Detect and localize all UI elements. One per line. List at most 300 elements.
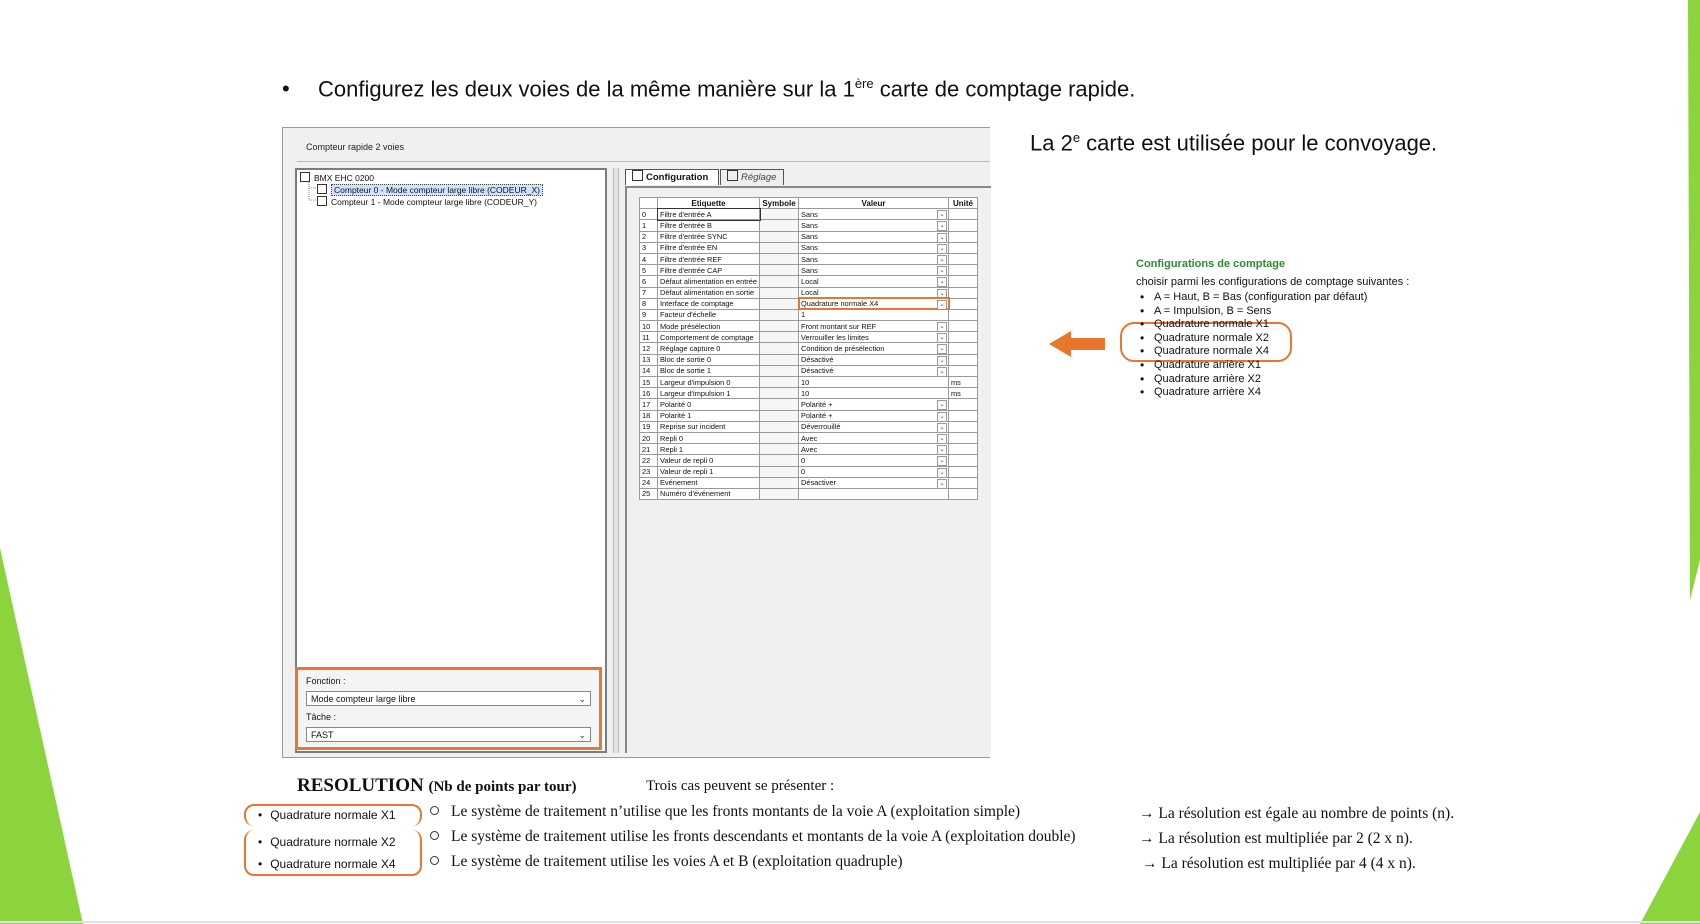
row-index [640, 432, 658, 443]
row-label-text: Polarité 0 [660, 399, 692, 409]
row-unit [949, 343, 978, 354]
row-value[interactable] [799, 242, 949, 253]
headline-sup: ère [854, 76, 874, 91]
row-label [658, 209, 760, 220]
chevron-down-icon[interactable]: ⌄ [937, 445, 947, 455]
list-item: • A = Impulsion, B = Sens [1136, 305, 1409, 319]
row-unit [949, 477, 978, 488]
list-item: • Quadrature arrière X2 [1136, 373, 1409, 387]
table-row[interactable] [640, 421, 978, 432]
row-unit [949, 231, 978, 242]
list-item: • Quadrature normale X1 [1136, 318, 1409, 332]
table-row[interactable] [640, 354, 978, 365]
task-value: FAST [311, 730, 334, 740]
chevron-down-icon[interactable]: ⌄ [937, 412, 947, 422]
table-row[interactable] [640, 231, 978, 242]
configurations-title: Configurations de comptage [1136, 258, 1286, 270]
row-value-text: Sans [801, 265, 818, 275]
function-task-panel [295, 667, 602, 750]
row-index-text: 15 [642, 377, 651, 387]
row-unit [949, 388, 978, 399]
case-text: Le système de traitement n’utilise que les fronts montants de la voie A (exploitation simple) [451, 803, 1021, 820]
row-index-text: 7 [642, 288, 647, 298]
chevron-down-icon[interactable]: ⌄ [937, 400, 947, 410]
row-index [640, 321, 658, 332]
row-value-text: 10 [801, 377, 810, 387]
row-value-text: Front montant sur REF [801, 321, 877, 331]
row-unit [949, 220, 978, 231]
row-value-text: Polarité + [801, 399, 833, 409]
row-index-text: 13 [642, 355, 651, 365]
table-row[interactable] [640, 276, 978, 287]
row-unit [949, 354, 978, 365]
row-symbol[interactable] [760, 365, 799, 376]
row-label [658, 332, 760, 343]
row-value[interactable] [799, 466, 949, 477]
row-label-text: Valeur de repli 0 [660, 455, 714, 465]
row-label [658, 377, 760, 388]
case-text: Le système de traitement utilise les fronts descendants et montants de la voie A (exploitation double) [451, 828, 1076, 845]
row-symbol[interactable] [760, 421, 799, 432]
row-label [658, 410, 760, 421]
row-index-text: 21 [642, 444, 651, 454]
row-unit [949, 365, 978, 376]
row-unit [949, 242, 978, 253]
table-row[interactable] [640, 477, 978, 488]
case-desc-2 [430, 828, 1076, 846]
chevron-down-icon[interactable]: ⌄ [937, 255, 947, 265]
row-index-text: 3 [642, 243, 647, 253]
row-symbol[interactable] [760, 332, 799, 343]
row-index [640, 343, 658, 354]
row-symbol[interactable] [760, 309, 799, 320]
module-tree[interactable] [295, 168, 607, 753]
table-row[interactable] [640, 399, 978, 410]
chevron-down-icon[interactable]: ⌄ [937, 210, 947, 220]
chevron-down-icon[interactable]: ⌄ [937, 356, 947, 366]
col-valeur: Valeur [799, 198, 949, 209]
chevron-down-icon[interactable]: ⌄ [937, 434, 947, 444]
chevron-down-icon[interactable]: ⌄ [937, 479, 947, 489]
row-label [658, 287, 760, 298]
tree-root-label: BMX EHC 0200 [314, 173, 374, 183]
chevron-down-icon: ⌄ [578, 694, 586, 704]
row-symbol[interactable] [760, 432, 799, 443]
title-divider [297, 161, 990, 162]
row-value[interactable] [799, 321, 949, 332]
table-row[interactable] [640, 220, 978, 231]
table-row[interactable] [640, 432, 978, 443]
row-unit [949, 421, 978, 432]
counter-config-window [282, 127, 990, 758]
table-row[interactable] [640, 488, 978, 499]
row-label-text: Repli 1 [660, 444, 684, 454]
row-index-text: 25 [642, 489, 651, 499]
row-value-text: Désactivé [801, 366, 834, 376]
row-index-text: 17 [642, 399, 651, 409]
table-row[interactable] [640, 298, 978, 309]
tab-reglage[interactable] [720, 169, 784, 185]
tab-configuration[interactable] [625, 169, 719, 185]
headline-text-end: carte de comptage rapide. [873, 76, 1136, 102]
row-label-text: Réglage capture 0 [660, 344, 721, 354]
row-symbol[interactable] [760, 466, 799, 477]
table-row[interactable] [640, 365, 978, 376]
row-unit [949, 253, 978, 264]
table-row[interactable] [640, 309, 978, 320]
row-index [640, 332, 658, 343]
row-value[interactable] [799, 399, 949, 410]
row-index [640, 354, 658, 365]
row-value[interactable] [799, 377, 949, 388]
row-index-text: 18 [642, 411, 651, 421]
row-label-text: Valeur de repli 1 [660, 467, 714, 477]
row-label [658, 432, 760, 443]
chevron-down-icon[interactable]: ⌄ [937, 367, 947, 377]
row-symbol[interactable] [760, 209, 799, 220]
row-label [658, 354, 760, 365]
settings-tab-icon [727, 170, 738, 181]
row-symbol[interactable] [760, 354, 799, 365]
row-value[interactable] [799, 421, 949, 432]
row-unit [949, 298, 978, 309]
row-label [658, 399, 760, 410]
row-label-text: Défaut alimentation en entrée [660, 276, 757, 286]
row-symbol[interactable] [760, 377, 799, 388]
row-label [658, 466, 760, 477]
row-index-text: 16 [642, 388, 651, 398]
chevron-down-icon[interactable]: ⌄ [937, 333, 947, 343]
row-label [658, 343, 760, 354]
row-label-text: Filtre d'entrée SYNC [660, 232, 728, 242]
mode-x2: • Quadrature normale X2 [258, 835, 396, 849]
row-value-text: Local [801, 288, 819, 298]
row-index-text: 0 [642, 209, 647, 219]
row-label [658, 388, 760, 399]
table-row[interactable] [640, 410, 978, 421]
row-unit-text: ms [951, 388, 961, 398]
row-label [658, 242, 760, 253]
row-index [640, 309, 658, 320]
list-item: • Quadrature normale X2 [1136, 332, 1409, 346]
row-symbol[interactable] [760, 220, 799, 231]
row-value[interactable] [799, 253, 949, 264]
row-index [640, 365, 658, 376]
configurations-list [1136, 291, 1409, 400]
parameter-table [639, 197, 978, 500]
row-value[interactable] [799, 298, 949, 309]
chevron-down-icon[interactable]: ⌄ [937, 322, 947, 332]
row-index [640, 388, 658, 399]
row-symbol[interactable] [760, 276, 799, 287]
row-value-text: Sans [801, 243, 818, 253]
row-value[interactable] [799, 477, 949, 488]
counting-configurations [1136, 258, 1409, 400]
row-symbol[interactable] [760, 265, 799, 276]
row-label-text: Bloc de sortie 0 [660, 355, 711, 365]
row-value[interactable] [799, 287, 949, 298]
row-unit [949, 287, 978, 298]
second-card-note [1030, 130, 1437, 156]
configurations-subtitle: choisir parmi les configurations de comptage suivantes : [1136, 276, 1410, 288]
row-index [640, 231, 658, 242]
row-index [640, 287, 658, 298]
row-index-text: 14 [642, 366, 651, 376]
list-item: • Quadrature normale X4 [1136, 345, 1409, 359]
row-index [640, 242, 658, 253]
row-symbol[interactable] [760, 399, 799, 410]
row-index [640, 410, 658, 421]
table-row[interactable] [640, 265, 978, 276]
row-value[interactable] [799, 432, 949, 443]
row-value[interactable] [799, 309, 949, 320]
row-index-text: 20 [642, 433, 651, 443]
row-symbol[interactable] [760, 253, 799, 264]
tree-item-label: Compteur 0 - Mode compteur large libre (CODEUR_X) [331, 184, 543, 196]
table-row[interactable] [640, 287, 978, 298]
row-label-text: Filtre d'entrée A [660, 209, 712, 219]
row-index-text: 24 [642, 478, 651, 488]
table-row[interactable] [640, 444, 978, 455]
mode-x4: • Quadrature normale X4 [258, 857, 396, 871]
row-label-text: Mode présélection [660, 321, 721, 331]
row-label-text: Filtre d'entrée REF [660, 254, 722, 264]
row-label [658, 321, 760, 332]
list-item: • Quadrature arrière X4 [1136, 386, 1409, 400]
row-value[interactable] [799, 220, 949, 231]
row-label [658, 455, 760, 466]
resolution-cases: Trois cas peuvent se présenter : [646, 778, 835, 794]
row-label-text: Filtre d'entrée CAP [660, 265, 723, 275]
circle-bullet-icon [430, 831, 439, 840]
row-index [640, 265, 658, 276]
row-symbol[interactable] [760, 231, 799, 242]
row-label-text: Largeur d'impulsion 1 [660, 388, 731, 398]
row-unit [949, 488, 978, 499]
headline [282, 76, 1135, 102]
row-index [640, 209, 658, 220]
row-label [658, 488, 760, 499]
row-unit [949, 265, 978, 276]
chevron-down-icon[interactable]: ⌄ [937, 289, 947, 299]
row-value[interactable] [799, 388, 949, 399]
row-index-text: 5 [642, 265, 647, 275]
row-label [658, 365, 760, 376]
function-value: Mode compteur large libre [311, 694, 416, 704]
note-sup: e [1072, 130, 1081, 145]
note-text: La 2 [1030, 130, 1073, 156]
row-unit [949, 432, 978, 443]
row-value[interactable] [799, 343, 949, 354]
row-symbol[interactable] [760, 287, 799, 298]
table-row[interactable] [640, 242, 978, 253]
row-index [640, 444, 658, 455]
headline-bullet: • [282, 76, 290, 102]
table-row[interactable] [640, 253, 978, 264]
function-select[interactable] [306, 691, 591, 706]
row-value-text: Désactiver [801, 478, 836, 488]
row-symbol[interactable] [760, 455, 799, 466]
chevron-down-icon[interactable]: ⌄ [937, 277, 947, 287]
row-value-text: 10 [801, 388, 810, 398]
list-item: • Quadrature arrière X1 [1136, 359, 1409, 373]
row-label-text: Polarité 1 [660, 411, 692, 421]
splitter[interactable] [613, 168, 619, 753]
row-symbol[interactable] [760, 477, 799, 488]
row-index [640, 466, 658, 477]
row-value[interactable] [799, 231, 949, 242]
table-row[interactable] [640, 377, 978, 388]
list-item: • A = Haut, B = Bas (configuration par défaut) [1136, 291, 1409, 305]
row-value[interactable] [799, 488, 949, 499]
row-index-text: 10 [642, 321, 651, 331]
arrow-left-icon [1049, 329, 1109, 359]
row-value-text: Polarité + [801, 411, 833, 421]
table-row[interactable] [640, 209, 978, 220]
row-unit-text: ms [951, 377, 961, 387]
row-value[interactable] [799, 365, 949, 376]
chevron-down-icon[interactable]: ⌄ [937, 423, 947, 433]
row-index [640, 477, 658, 488]
row-unit [949, 321, 978, 332]
row-label-text: Reprise sur incident [660, 422, 726, 432]
task-label: Tâche : [306, 712, 337, 722]
headline-text: Configurez les deux voies de la même manière sur la 1 [318, 76, 855, 102]
row-symbol[interactable] [760, 444, 799, 455]
row-index-text: 6 [642, 276, 647, 286]
table-row[interactable] [640, 388, 978, 399]
row-label [658, 477, 760, 488]
chevron-down-icon[interactable]: ⌄ [937, 344, 947, 354]
row-value[interactable] [799, 455, 949, 466]
chevron-down-icon[interactable]: ⌄ [937, 244, 947, 254]
row-index-text: 11 [642, 332, 650, 342]
row-unit [949, 444, 978, 455]
row-index [640, 399, 658, 410]
result-1: → La résolution est égale au nombre de points (n). [1139, 805, 1455, 822]
tree-item-counter1[interactable] [317, 196, 537, 207]
table-row[interactable] [640, 343, 978, 354]
row-label [658, 265, 760, 276]
row-index [640, 377, 658, 388]
row-symbol[interactable] [760, 410, 799, 421]
row-value[interactable] [799, 209, 949, 220]
row-index [640, 421, 658, 432]
row-unit [949, 410, 978, 421]
row-value[interactable] [799, 444, 949, 455]
row-value[interactable] [799, 354, 949, 365]
window-title: Compteur rapide 2 voies [306, 142, 405, 152]
row-value[interactable] [799, 410, 949, 421]
row-value[interactable] [799, 332, 949, 343]
col-symbole: Symbole [760, 198, 799, 209]
row-label-text: Largeur d'impulsion 0 [660, 377, 731, 387]
row-unit [949, 455, 978, 466]
row-label [658, 309, 760, 320]
row-unit [949, 276, 978, 287]
row-label-text: Repli 0 [660, 433, 684, 443]
row-unit [949, 332, 978, 343]
col-etiquette: Etiquette [658, 198, 760, 209]
chevron-down-icon[interactable]: ⌄ [937, 266, 947, 276]
circle-bullet-icon [430, 856, 439, 865]
resolution-subheading: (Nb de points par tour) [428, 779, 577, 795]
row-unit [949, 377, 978, 388]
row-symbol[interactable] [760, 343, 799, 354]
case-text: Le système de traitement utilise les voies A et B (exploitation quadruple) [451, 853, 903, 870]
row-index-text: 23 [642, 467, 651, 477]
row-index-text: 19 [642, 422, 651, 432]
tree-lines [297, 170, 327, 210]
result-2: → La résolution est multipliée par 2 (2 x n). [1139, 830, 1413, 847]
tab-label: Configuration [646, 172, 709, 183]
table-row[interactable] [640, 466, 978, 477]
mode-x1: • Quadrature normale X1 [258, 808, 396, 822]
row-label-text: Filtre d'entrée B [660, 220, 712, 230]
col-index [640, 198, 658, 209]
row-symbol[interactable] [760, 488, 799, 499]
tree-item-counter0[interactable] [317, 184, 543, 195]
tree-item-label: Compteur 1 - Mode compteur large libre (CODEUR_Y) [331, 197, 537, 207]
row-index [640, 253, 658, 264]
note-text-end: carte est utilisée pour le convoyage. [1080, 130, 1438, 156]
chevron-down-icon[interactable]: ⌄ [937, 233, 947, 243]
row-symbol[interactable] [760, 242, 799, 253]
row-value-text: 1 [801, 310, 806, 320]
task-select[interactable] [306, 727, 591, 742]
chevron-down-icon[interactable]: ⌄ [937, 456, 947, 466]
row-unit [949, 399, 978, 410]
row-value-text: Désactivé [801, 355, 834, 365]
table-row[interactable] [640, 332, 978, 343]
row-label [658, 298, 760, 309]
row-value-text: Sans [801, 209, 818, 219]
row-value[interactable] [799, 276, 949, 287]
case-desc-1 [430, 803, 1020, 821]
resolution-heading: RESOLUTION [297, 775, 424, 796]
row-symbol[interactable] [760, 298, 799, 309]
row-index [640, 220, 658, 231]
col-unite: Unité [949, 198, 978, 209]
row-value[interactable] [799, 265, 949, 276]
row-value-text: Quadrature normale X4 [801, 299, 879, 309]
chevron-down-icon[interactable]: ⌄ [937, 300, 947, 310]
row-index-text: 4 [642, 254, 647, 264]
row-index [640, 455, 658, 466]
row-index-text: 12 [642, 344, 651, 354]
row-value-text: Local [801, 276, 819, 286]
row-unit [949, 209, 978, 220]
table-row[interactable] [640, 455, 978, 466]
row-value-text: Sans [801, 232, 818, 242]
row-value-text: 0 [801, 455, 806, 465]
configuration-panel [625, 186, 991, 753]
table-header [640, 198, 978, 209]
row-label-text: Défaut alimentation en sortie [660, 288, 755, 298]
config-tab-icon [632, 170, 643, 181]
row-value-text: Condition de présélection [801, 344, 885, 354]
chevron-down-icon[interactable]: ⌄ [937, 468, 947, 478]
chevron-down-icon[interactable]: ⌄ [937, 221, 947, 231]
row-label-text: Bloc de sortie 1 [660, 366, 711, 376]
table-row[interactable] [640, 321, 978, 332]
row-symbol[interactable] [760, 321, 799, 332]
row-symbol[interactable] [760, 388, 799, 399]
circle-bullet-icon [430, 806, 439, 815]
row-unit [949, 309, 978, 320]
row-index-text: 9 [642, 310, 647, 320]
row-value-text: Sans [801, 220, 818, 230]
